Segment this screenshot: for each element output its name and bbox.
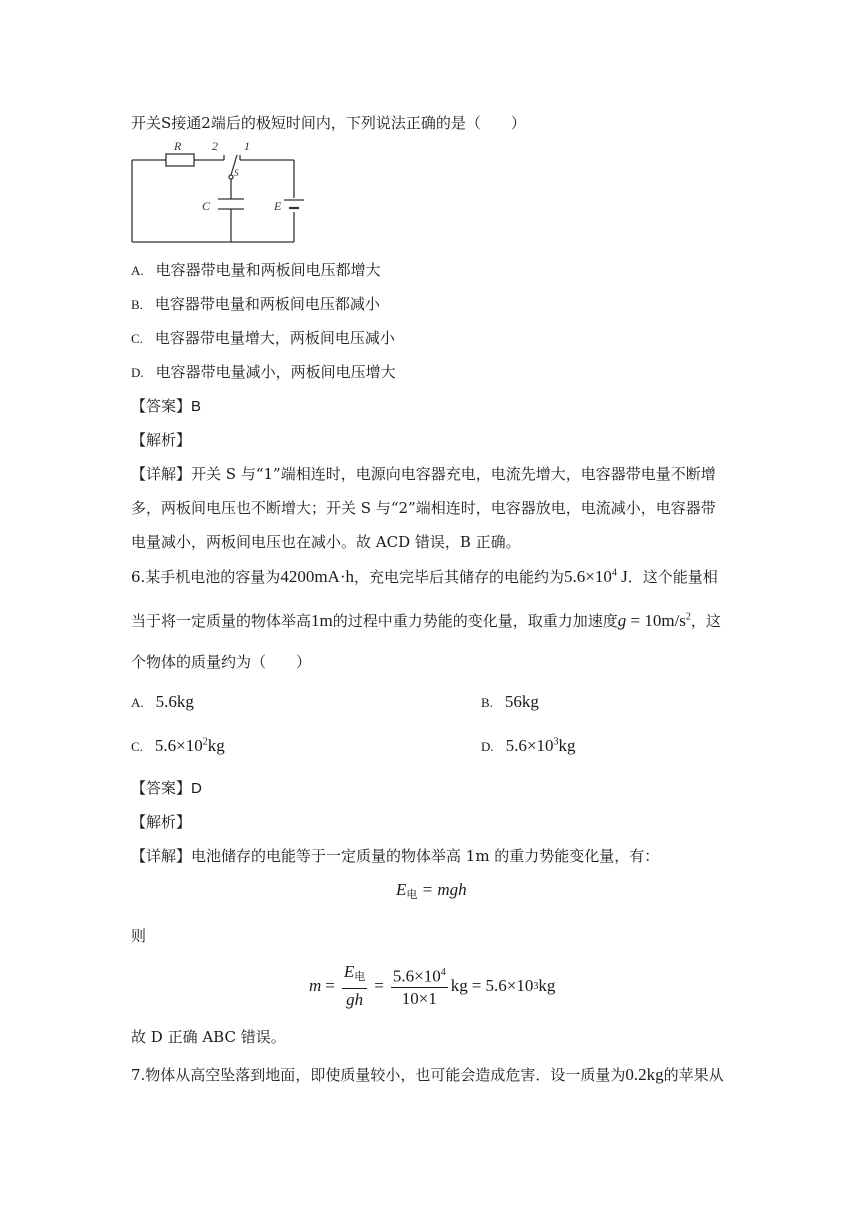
q5-detail-line-3: 电量减小，两板间电压也在减小。故 ACD 错误，B 正确。 <box>131 533 521 551</box>
q6-stem-line-3: 个物体的质量约为（ ） <box>131 653 312 671</box>
q6-analysis-label: 【解析】 <box>131 813 192 831</box>
q5-option-b: B. 电容器带电量和两板间电压都减小 <box>131 295 380 313</box>
q6-option-d: D. $5.6\times 10^3kg$ <box>481 736 576 755</box>
q6-option-a: A. 5.6kg <box>131 692 194 711</box>
circuit-diagram <box>128 138 306 246</box>
label-1: 1 <box>244 139 250 153</box>
q6-detail: 【详解】电池储存的电能等于一定质量的物体举高 1m 的重力势能变化量，有： <box>131 847 660 865</box>
q6-stem-line-2: 当于将一定质量的物体举高1m的过程中重力势能的变化量，取重力加速度$g = 10m/s^2$，这 <box>131 611 721 630</box>
label-R: R <box>174 139 182 153</box>
q6-equation-2: m = $\frac{E_电}{gh}$ = $\frac{5.6\times 10^4}{10\times 1}$ kg = 5.6×10 3 kg <box>309 962 556 1009</box>
q6-conclusion: 故 D 正确 ABC 错误。 <box>131 1028 286 1046</box>
fraction-e-over-gh: $\frac{E_电}{gh}$ <box>343 962 366 1009</box>
q5-analysis-label: 【解析】 <box>131 431 192 449</box>
q6-option-b: B. 56kg <box>481 692 539 711</box>
q6-stem-line-1: 6.某手机电池的容量为4200mA·h，充电完毕后其储存的电能约为$5.6\times 10^4$ J．这个能量相 <box>131 567 718 586</box>
q5-option-d: D. 电容器带电量减小，两板间电压增大 <box>131 363 396 381</box>
q5-answer: 【答案】B <box>131 397 202 415</box>
q6-equation-1: $E_电$ = mgh <box>396 880 467 901</box>
label-S: S <box>234 168 239 178</box>
q6-answer: 【答案】D <box>131 779 202 797</box>
q5-option-c: C. 电容器带电量增大，两板间电压减小 <box>131 329 395 347</box>
q5-option-a: A. 电容器带电量和两板间电压都增大 <box>131 261 381 279</box>
q6-option-c: C. $5.6\times 10^2kg$ <box>131 736 225 755</box>
label-2: 2 <box>212 139 218 153</box>
fraction-values: $\frac{5.6\times 10^4}{10\times 1}$ <box>391 963 448 1010</box>
q5-detail-line-1: 【详解】开关 S 与“1”端相连时，电源向电容器充电，电流先增大，电容器带电量不断增 <box>131 465 716 483</box>
q5-detail-line-2: 多，两板间电压也不断增大；开关 S 与“2”端相连时，电容器放电，电流减小，电容器带 <box>131 499 716 517</box>
q7-stem-line-1: 7.物体从高空坠落到地面，即使质量较小，也可能会造成危害．设一质量为0.2kg的苹果从 <box>131 1065 724 1084</box>
q5-stem: 开关S接通2端后的极短时间内，下列说法正确的是（ ） <box>131 114 526 132</box>
label-C: C <box>202 199 211 213</box>
label-E: E <box>274 199 282 213</box>
q6-then: 则 <box>131 927 147 945</box>
